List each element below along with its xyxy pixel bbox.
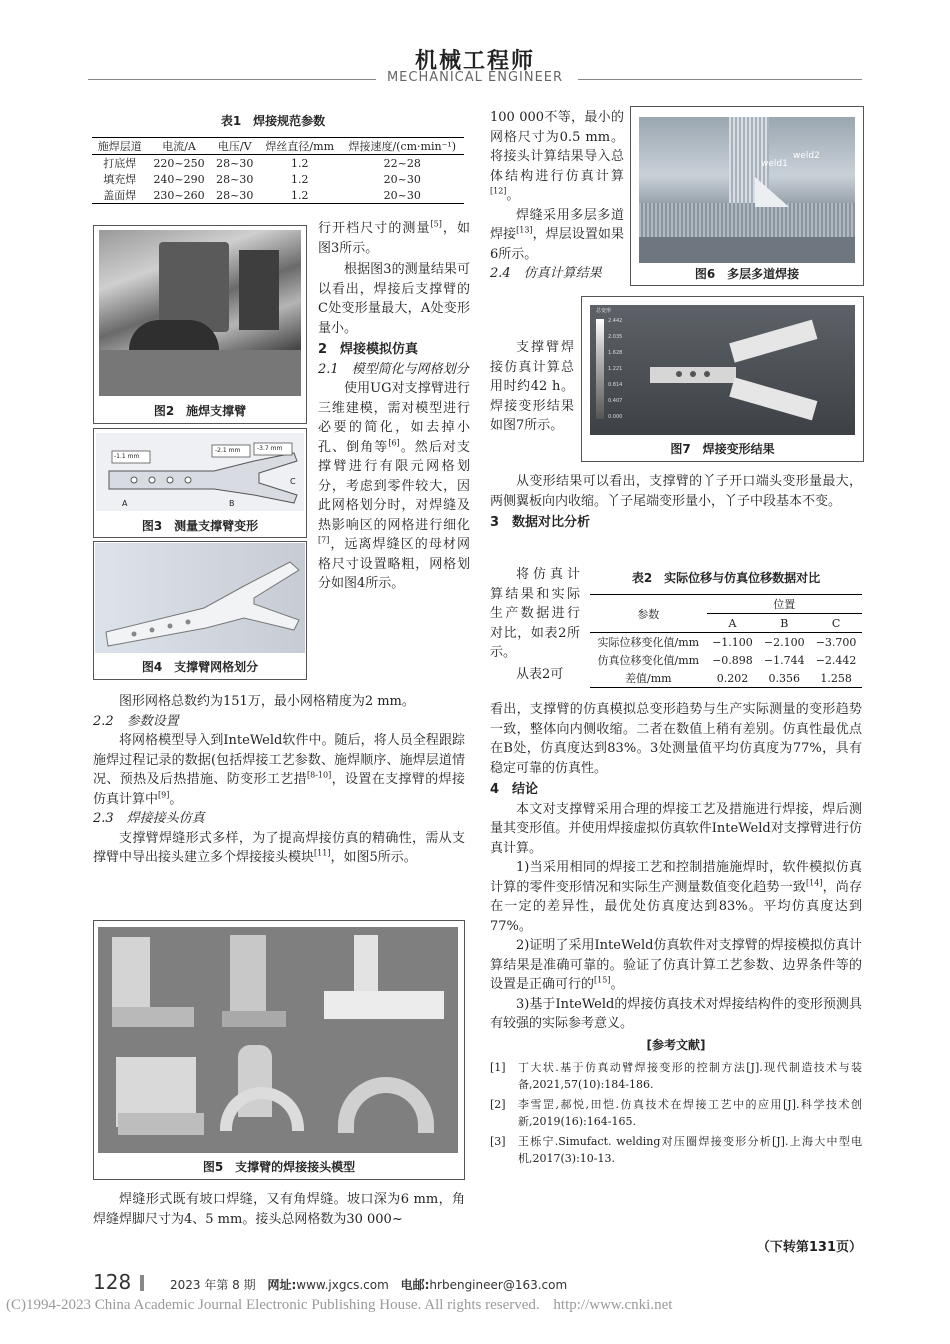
subsection-heading: 2.2 参数设置 (93, 713, 179, 729)
paragraph: 支撑臂焊接仿真计算总用时约42 h。焊接变形结果如图7所示。 (490, 340, 574, 433)
point-label-b: B (229, 499, 235, 508)
text: 。 (610, 977, 624, 992)
paragraph (318, 219, 470, 258)
reference-text: 丁大状.基于仿真动臂焊接变形的控制方法[J].现代制造技术与装备,2021,57(10):184-186. (518, 1061, 862, 1091)
table-cell: 打底焊 (103, 157, 137, 170)
citation: [9] (158, 790, 170, 800)
reference-number: [2] (490, 1098, 506, 1111)
website-link[interactable]: www.jxgcs.com (296, 1278, 389, 1292)
text: ，如图3所示。 (318, 221, 470, 256)
text: 。然后对支撑臂进行有限元网格划分，考虑到零件较大，因此网格划分时，对焊缝及热影响区的网格进行细化 (318, 439, 470, 533)
table-cell: 仿真位移变化值/mm (597, 654, 700, 667)
paragraph (490, 936, 862, 995)
paragraph (318, 379, 470, 594)
footer-info (170, 1276, 567, 1293)
table1-caption: 表1 焊接规范参数 (220, 114, 326, 128)
reference-list (490, 1059, 862, 1167)
text: 行开档尺寸的测量 (318, 221, 431, 236)
table-row (590, 651, 862, 669)
table-cell: 1.2 (290, 188, 309, 202)
legend-value: 0.814 (608, 382, 623, 388)
text-column-right-mid (490, 472, 862, 533)
table-cell: 28~30 (216, 188, 254, 202)
paragraph: 图形网格总数约为151万，最小网格精度为2 mm。 (119, 694, 415, 709)
citation: [12] (490, 186, 507, 196)
weld2-label: weld2 (793, 151, 820, 161)
text: 2)证明了采用InteWeld仿真软件对支撑臂的焊接模拟仿真计算结果是准确可靠的。验证了仿真计算工艺参数、边界条件等的设置是正确可行的 (490, 938, 862, 992)
reference-number: [1] (490, 1061, 506, 1074)
citation: [11] (314, 848, 331, 858)
journal-title-cn: 机械工程师 (414, 49, 535, 74)
figure-3 (93, 428, 307, 538)
table2 (590, 594, 862, 688)
paragraph: 本文对支撑臂采用合理的焊接工艺及措施进行焊接，焊后测量其变形值。并使用焊接虚拟仿真软件InteWeld对支撑臂进行仿真计算。 (490, 801, 862, 856)
page-number-bar (140, 1275, 144, 1291)
figure-4-caption: 图4 支撑臂网格划分 (141, 660, 259, 674)
citation: [15] (594, 975, 611, 985)
reference-number: [3] (490, 1135, 506, 1148)
figure-6-caption: 图6 多层多道焊接 (694, 267, 800, 281)
point-label-a: A (122, 499, 128, 508)
table1-header: 电流/A (162, 140, 196, 153)
legend-value: 2.035 (608, 334, 623, 340)
table-row (590, 633, 862, 652)
figure-5 (93, 920, 465, 1180)
text: ，如图5所示。 (330, 850, 417, 865)
measure-label-1: -1.1 mm (114, 453, 140, 460)
text-column-right-narrow (490, 338, 574, 436)
figure-6 (630, 106, 864, 286)
reference-item (490, 1096, 862, 1130)
text-column-middle (318, 219, 470, 594)
citation: [7] (318, 535, 330, 545)
table2-col: B (780, 616, 789, 630)
figure-4 (93, 541, 307, 680)
mail-label: 电邮: (400, 1278, 430, 1292)
paragraph (490, 206, 624, 265)
welding-photo (99, 230, 301, 396)
table-row (92, 155, 464, 172)
legend-value: 1.221 (608, 366, 623, 372)
citation: [6] (388, 438, 400, 448)
table2-param-header: 参数 (590, 595, 707, 633)
text-column-right-lower (490, 700, 862, 1170)
copyright-text: (C)1994-2023 China Academic Journal Electronic Publishing House. All rights reserved. (6, 1297, 540, 1313)
table-cell: −2.100 (763, 635, 805, 649)
table-cell: 220~250 (153, 156, 205, 170)
table-row (590, 669, 862, 688)
text-column-left-bottom (93, 1190, 465, 1229)
reference-item (490, 1059, 862, 1093)
paragraph (93, 731, 465, 809)
paragraph (490, 108, 624, 206)
legend-value: 1.628 (608, 350, 623, 356)
cnki-link[interactable]: http://www.cnki.net (553, 1297, 673, 1313)
paragraph: 将仿真计算结果和实际生产数据进行对比，如表2所示。 (490, 567, 580, 660)
table2-col: C (831, 616, 841, 630)
figure-5-caption: 图5 支撑臂的焊接接头模型 (202, 1160, 356, 1174)
text-column-right-narrow-2 (490, 565, 580, 684)
copyright-line (6, 1297, 672, 1314)
text: 。 (506, 188, 520, 203)
citation: [5] (430, 219, 442, 229)
point-label-c: C (290, 477, 296, 486)
issue: 2023 年第 8 期 (170, 1278, 256, 1292)
table-cell: 28~30 (216, 156, 254, 170)
figure-7 (581, 296, 864, 462)
legend-value: 2.442 (608, 318, 623, 324)
table2-pos-header: 位置 (707, 595, 862, 614)
reference-item (490, 1133, 862, 1167)
paragraph: 看出，支撑臂的仿真模拟总变形趋势与生产实际测量的变形趋势一致，整体向内侧收缩。二者在数值上稍有差别。仿真性最优点在B处，仿真度达到83%。3处测量值平均仿真度为77%，具有稳定可靠的仿真性。 (490, 702, 862, 776)
reference-text: 王栎宁.Simufact. welding对压圈焊接变形分析[J].上海大中型电机,2017(3):10-13. (518, 1135, 862, 1165)
paragraph: 焊缝形式既有坡口焊缝，又有角焊缝。坡口深为6 mm，角焊缝焊脚尺寸为4、5 mm。接头总网格数为30 000~ (93, 1192, 465, 1227)
text: ，远离焊缝区的母材网格尺寸设置略粗，网格划分如图4所示。 (318, 537, 470, 591)
table-cell: −2.442 (815, 653, 857, 667)
table-cell: 20~30 (383, 188, 421, 202)
web-label: 网址: (267, 1278, 297, 1292)
measure-label-2: -2.1 mm (215, 447, 241, 454)
color-legend (596, 319, 604, 419)
table-cell: −0.898 (712, 653, 753, 667)
table1-header: 焊丝直径/mm (265, 140, 335, 153)
text: 。 (169, 791, 183, 807)
text: 使用UG对支撑臂进行三维建模，需对模型进行必要的简化，如去掉小孔、倒角等 (318, 381, 470, 455)
table-cell: 20~30 (383, 172, 421, 186)
subsection-heading: 2.4 仿真计算结果 (490, 266, 602, 281)
table-cell: 28~30 (216, 172, 254, 186)
figure-7-caption: 图7 焊接变形结果 (670, 442, 775, 456)
multi-pass-weld-image (639, 117, 855, 263)
paragraph: 从表2可 (516, 666, 564, 682)
section-heading: 2 焊接模拟仿真 (318, 342, 419, 357)
table2-col: A (728, 616, 737, 630)
citation: [14] (806, 878, 823, 888)
table-row (92, 187, 464, 204)
table-cell: 22~28 (383, 156, 421, 170)
text-column-right-upper (490, 108, 624, 284)
deformation-result-image (590, 305, 855, 435)
paragraph: 根据图3的测量结果可以看出，焊接后支撑臂的C处变形量最大，A处变形量小。 (318, 262, 470, 336)
section-heading: 4 结论 (490, 782, 539, 797)
journal-title-en: MECHANICAL ENGINEER (386, 70, 564, 85)
email-link[interactable]: hrbengineer@163.com (429, 1278, 568, 1292)
citation: [8-10] (307, 770, 332, 780)
reference-text: 李雪罡,郝悦,田恺.仿真技术在焊接工艺中的应用[J].科学技术创新,2019(16):164-165. (518, 1098, 862, 1128)
legend-value: 0.000 (608, 414, 623, 420)
table-row (92, 171, 464, 187)
figure-2-caption: 图2 施焊支撑臂 (153, 404, 247, 418)
section-heading: 3 数据对比分析 (490, 515, 591, 530)
table-cell: 1.2 (290, 156, 309, 170)
text: 支撑臂焊缝形式多样，为了提高焊接仿真的精确性，需从支撑臂中导出接头建立多个焊接接头模块 (93, 830, 465, 865)
text: 焊缝采用多层多道焊接 (490, 207, 624, 242)
text: 1)当采用相同的焊接工艺和控制措施施焊时，软件模拟仿真计算的零件变形情况和实际生产测量数值变化趋势一致 (490, 860, 862, 895)
table-cell: 差值/mm (624, 672, 672, 685)
table-cell: 盖面焊 (103, 189, 137, 202)
legend-title: 总变形 (596, 308, 612, 314)
weld1-label: weld1 (761, 159, 788, 169)
text: 将网格模型导入到InteWeld软件中。随后，将人员全程跟踪施焊过程记录的数据(包括焊接工艺参数、施焊顺序、施焊层道情况、预热及后热措施、防变形工艺措 (93, 733, 465, 787)
table1 (92, 137, 464, 204)
text: 100 000不等，最小的网格尺寸为0.5 mm。将接头计算结果导入总体结构进行仿真计算 (490, 110, 624, 184)
paragraph: 从变形结果可以看出，支撑臂的丫子开口端头变形量最大，两侧翼板向内收缩。丫子尾端变形量小，丫子中段基本不变。 (490, 474, 862, 509)
table-cell: 1.258 (820, 671, 852, 685)
table-cell: 0.356 (768, 671, 801, 685)
joint-models-image (98, 927, 458, 1153)
table-cell: 实际位移变化值/mm (597, 636, 700, 649)
table1-header: 施焊层道 (97, 140, 142, 153)
legend-value: 0.407 (608, 398, 623, 404)
text: ，尚存在一定的差异性，最优处仿真度达到83%。平均仿真度达到77%。 (490, 879, 862, 934)
table-cell: 230~260 (153, 188, 205, 202)
mesh-model-image (94, 542, 306, 654)
text: ，设置在支撑臂的焊接仿真计算中 (93, 772, 465, 807)
figure-3-caption: 图3 测量支撑臂变形 (141, 519, 259, 533)
continued-note: （下转第131页） (756, 1240, 862, 1255)
table1-header: 电压/V (217, 140, 252, 153)
references-title: [参考文献] (646, 1037, 706, 1052)
table-cell: −1.744 (763, 653, 805, 667)
citation: [13] (516, 225, 533, 235)
subsection-heading: 2.1 模型简化与网格划分 (318, 361, 469, 377)
page-number: 128 (93, 1270, 132, 1294)
subsection-heading: 2.3 焊接接头仿真 (93, 811, 205, 826)
paragraph (490, 858, 862, 936)
table-cell: −3.700 (815, 635, 857, 649)
table2-caption: 表2 实际位移与仿真位移数据对比 (631, 571, 821, 585)
figure-2 (93, 225, 307, 424)
paragraph: 3)基于InteWeld的焊接仿真技术对焊接结构件的变形预测具有较强的实际参考意义。 (490, 996, 862, 1031)
table-cell: 240~290 (153, 172, 205, 186)
table-cell: 1.2 (290, 172, 309, 186)
table-cell: −1.100 (712, 635, 753, 649)
text: ，焊层设置如果6所示。 (490, 227, 624, 262)
header-rule-right (578, 79, 862, 80)
paragraph (93, 829, 465, 868)
table-cell: 填充焊 (103, 173, 137, 186)
measure-label-3: -3.7 mm (257, 445, 283, 452)
text-column-left (93, 692, 465, 868)
table1-header: 焊接速度/(cm·min⁻¹) (348, 140, 457, 153)
table-cell: 0.202 (716, 671, 749, 685)
